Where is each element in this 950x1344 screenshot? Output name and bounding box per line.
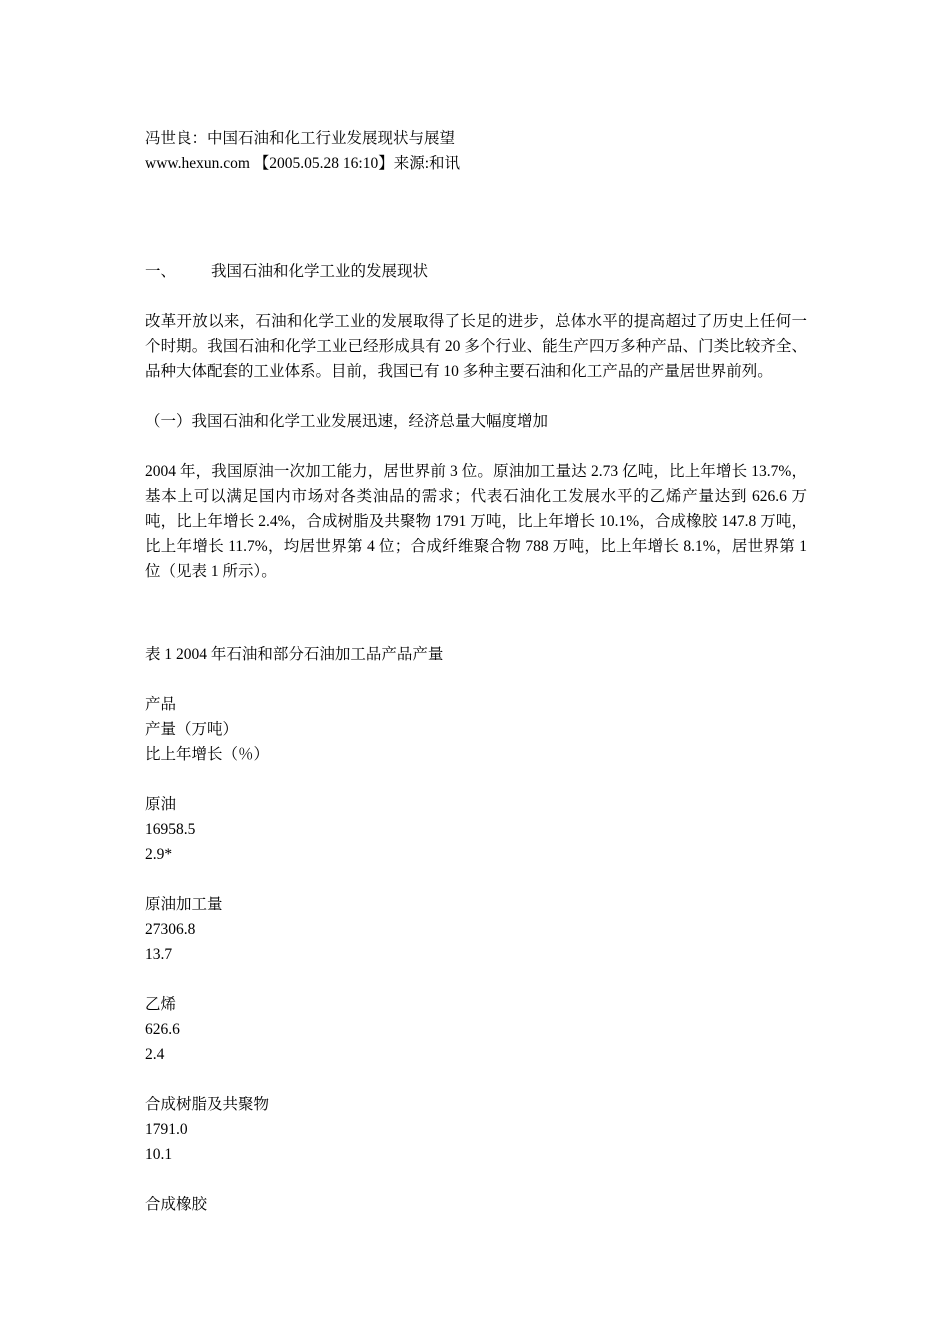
row-growth: 2.4 xyxy=(145,1046,165,1063)
row-product: 原油加工量 xyxy=(145,896,223,913)
article-title: 冯世良：中国石油和化工行业发展现状与展望 xyxy=(145,130,456,147)
header-growth: 比上年增长（％） xyxy=(145,746,270,763)
row-output: 1791.0 xyxy=(145,1121,188,1138)
table-row xyxy=(145,1192,807,1217)
source-line: www.hexun.com 【2005.05.28 16:10】来源:和讯 xyxy=(145,155,461,172)
row-output: 16958.5 xyxy=(145,821,196,838)
section-heading xyxy=(145,259,807,284)
statistics-paragraph: 2004 年，我国原油一次加工能力，居世界前 3 位。原油加工量达 2.73 亿吨，比上年增长 13.7%，基本上可以满足国内市场对各类油品的需求；代表石油化工发展水平的乙烯产量达到 626.6 万吨，比上年增长 2.4%，合成树脂及共聚物 1791 万吨，比上年增长 10.1%，合成橡胶 147.8 万吨，比上年增长 11.7%，均居世界第 4 位；合成纤维聚合物 788 万吨，比上年增长 8.1%，居世界第 1 位（见表 1 所示）。 xyxy=(145,463,807,580)
table-caption: 表 1 2004 年石油和部分石油加工品产品产量 xyxy=(145,646,444,663)
header-output: 产量（万吨） xyxy=(145,721,239,738)
intro-paragraph: 改革开放以来，石油和化学工业的发展取得了长足的进步，总体水平的提高超过了历史上任何一个时期。我国石油和化学工业已经形成具有 20 多个行业、能生产四万多种产品、门类比较齐全、品种大体配套的工业体系。目前，我国已有 10 多种主要石油和化工产品的产量居世界前列。 xyxy=(145,313,807,380)
row-growth: 10.1 xyxy=(145,1146,173,1163)
subsection-heading: （一）我国石油和化学工业发展迅速，经济总量大幅度增加 xyxy=(145,413,549,430)
table-row xyxy=(145,1092,807,1167)
row-output: 27306.8 xyxy=(145,921,196,938)
row-growth: 13.7 xyxy=(145,946,173,963)
row-product: 原油 xyxy=(145,796,177,813)
row-product: 乙烯 xyxy=(145,996,177,1013)
row-product: 合成橡胶 xyxy=(145,1196,208,1213)
table-row xyxy=(145,992,807,1067)
section-number: 一、 xyxy=(145,263,177,280)
row-growth: 2.9* xyxy=(145,846,173,863)
section-title: 我国石油和化学工业的发展现状 xyxy=(211,263,429,280)
row-product: 合成树脂及共聚物 xyxy=(145,1096,270,1113)
document-body xyxy=(145,126,807,1217)
table-row xyxy=(145,892,807,967)
table-row xyxy=(145,792,807,867)
row-output: 626.6 xyxy=(145,1021,180,1038)
table-header xyxy=(145,692,807,767)
header-product: 产品 xyxy=(145,696,177,713)
